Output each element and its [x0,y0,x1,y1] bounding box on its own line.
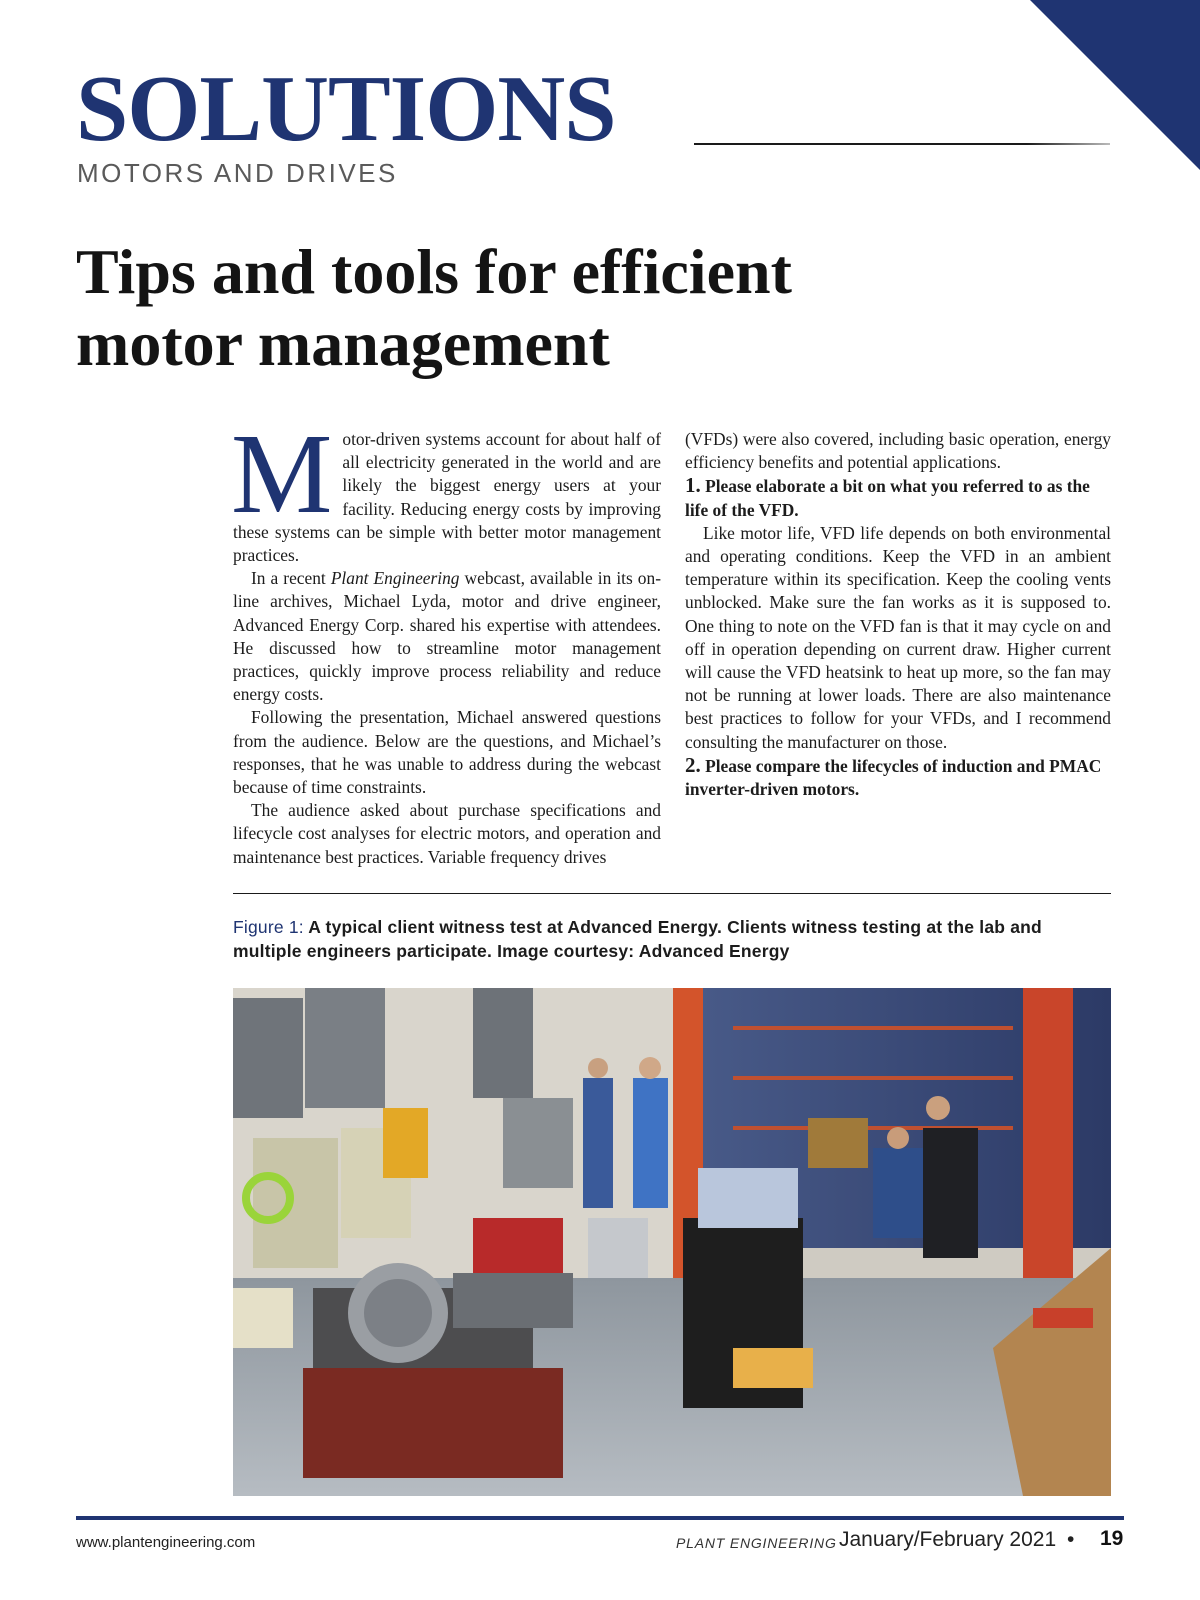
paragraph-webcast-post: webcast, available in its on-line archives, Michael Lyda, motor and drive engineer, Advanced Energy Corp. shared his expertise with attendees. He discussed how to streamline motor management practices, quickly improve process reliability and reduce energy costs. [233,568,661,705]
figure-caption-text: A typical client witness test at Advanced Energy. Clients witness testing at the lab and multiple engineers participate. Image courtesy: Advanced Energy [233,917,1042,961]
paragraph-intro-text: otor-driven systems account for about half of all electricity generated in the world and are likely the biggest energy users at your facility. Reducing energy costs by improving these systems can be simple with better motor management practices. [233,429,661,566]
footer-issue-date: January/February 2021 [839,1528,1057,1551]
article-column-left [231,410,661,869]
paragraph-vfd: (VFDs) were also covered, including basic operation, energy efficiency benefits and potential applications. [685,429,1111,473]
paragraph-topics: The audience asked about purchase specifications and lifecycle cost analyses for electric motors, and operation and maintenance best practices. Variable frequency drives [233,800,661,867]
drop-cap: M [231,410,333,537]
figure-divider [233,893,1111,894]
article-headline [76,236,1116,380]
publication-name-italic: Plant Engineering [330,568,460,589]
paragraph-questions: Following the presentation, Michael answered questions from the audience. Below are the questions, and Michael’s responses, that he was unable to address during the webcast because of time constraints. [233,707,661,798]
section-subtitle: MOTORS AND DRIVES [77,158,398,188]
figure-photo [233,988,1111,1496]
figure-label: Figure 1: [233,917,304,937]
answer-1: Like motor life, VFD life depends on both environmental and operating conditions. Keep the VFD in an ambient temperature within its specification. Keep the cooling vents unblocked. Make sure the fan works as it is supposed to. One thing to note on the VFD fan is that it may cycle on and off in operation depending on current draw. Higher current will cause the VFD heatsink to heat up more, so the fan may not be running at lower loads. There are also maintenance best practices to follow for your VFDs, and I recommend consulting the manufacturer on those. [685,522,1111,752]
paragraph-intro [231,410,661,567]
question-2-number: 2. [685,752,701,777]
question-2 [685,754,1111,801]
paragraph-webcast-pre: In a recent [251,568,331,589]
figure-caption [233,915,1111,963]
question-1-text: Please elaborate a bit on what you referred to as the life of the VFD. [685,476,1090,520]
section-title: SOLUTIONS [76,57,616,161]
question-1-number: 1. [685,473,701,498]
question-2-text: Please compare the lifecycles of induction and PMAC inverter-driven motors. [685,755,1102,800]
page-number: 19 [1100,1527,1124,1550]
paragraph-webcast [233,567,661,706]
footer-url: www.plantengineering.com [76,1534,256,1551]
footer-rule [76,1516,1124,1520]
footer-publication: PLANT ENGINEERING [676,1535,837,1551]
headline-line-1: Tips and tools for efficient [76,236,792,307]
question-1 [685,474,1111,521]
section-title-rule [694,143,1110,145]
article-column-right [685,428,1111,801]
headline-line-2: motor management [76,308,610,379]
lab-scene-illustration [233,988,1111,1496]
footer-separator: • [1067,1528,1075,1551]
